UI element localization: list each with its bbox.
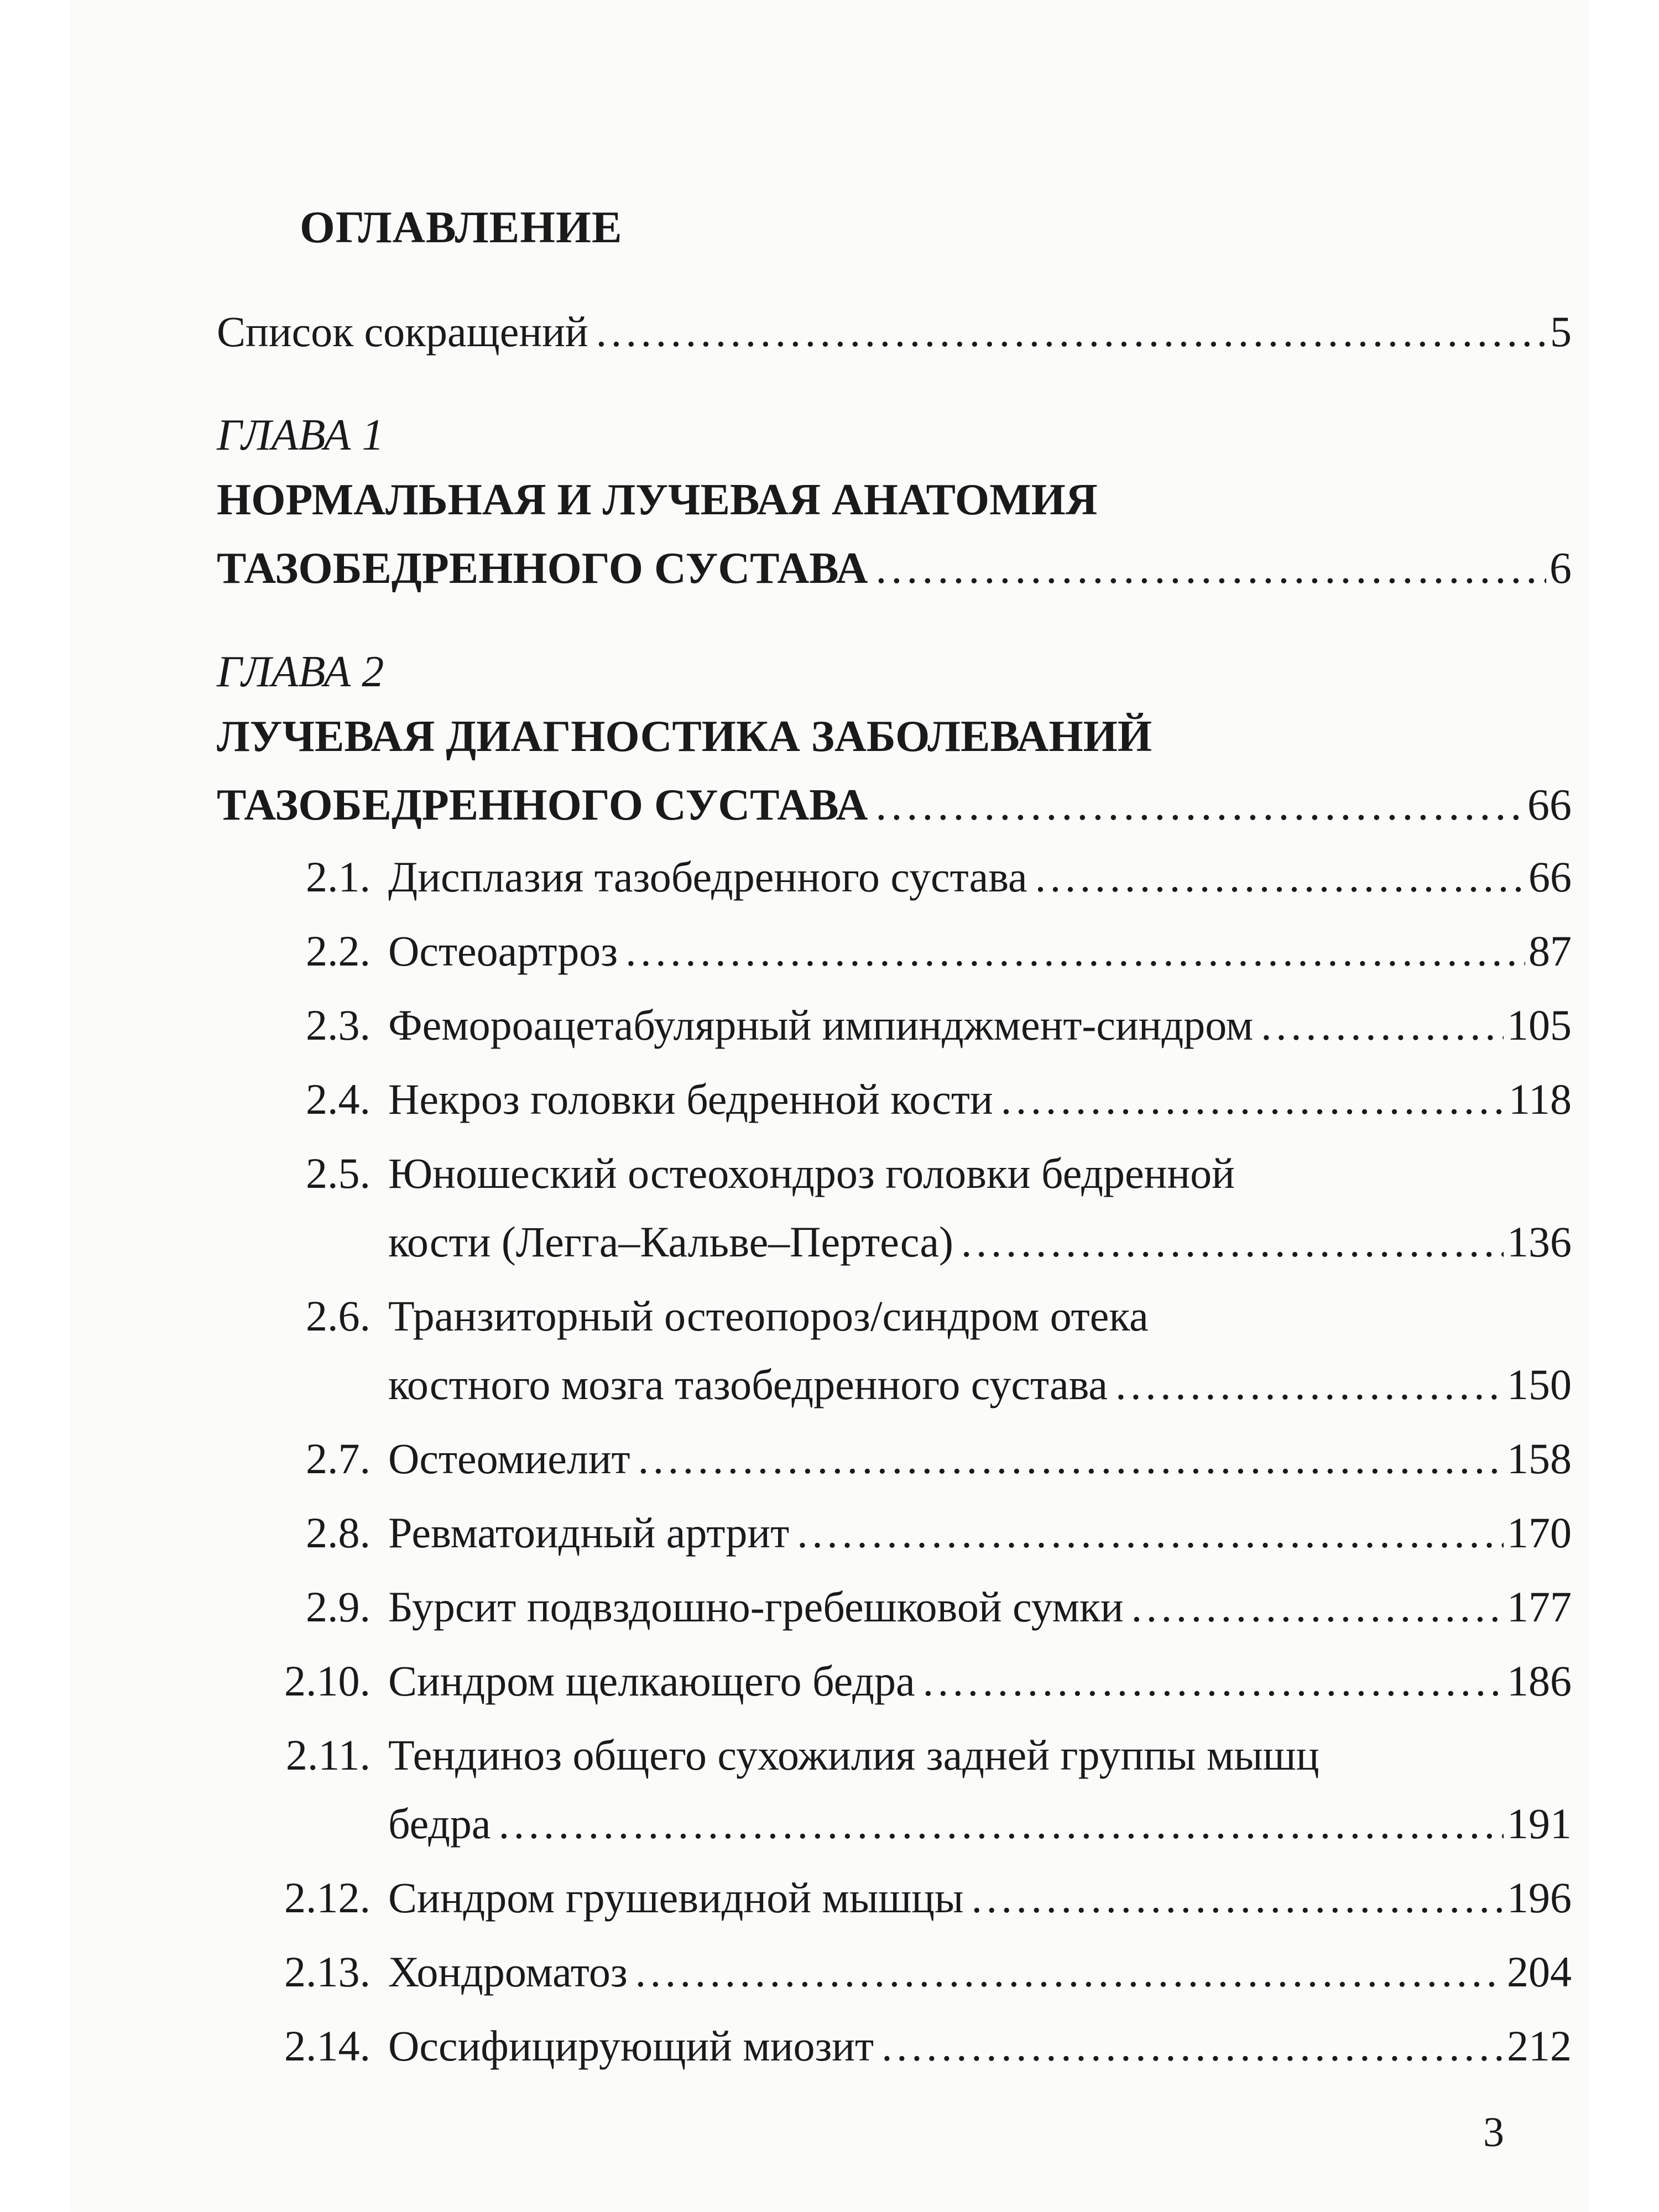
section-page: 186 (1507, 1657, 1572, 1705)
section-page: 136 (1507, 1218, 1572, 1266)
toc-section-entry (217, 1938, 1572, 2006)
section-line (217, 2012, 1572, 2080)
section-title: Синдром грушевидной мышцы (388, 1874, 964, 1922)
chapter-2-label: ГЛАВА 2 (217, 648, 384, 696)
page-number: 3 (1483, 2109, 1504, 2156)
section-line (217, 917, 1572, 985)
section-number: 2.14. (284, 2022, 371, 2070)
toc-section-entry (217, 843, 1572, 911)
dot-leader (961, 1208, 1504, 1276)
toc-section-entry (217, 1499, 1572, 1567)
toc-entry-abbreviations (217, 298, 1572, 366)
section-title-continued: бедра (388, 1799, 491, 1848)
section-line (217, 843, 1572, 911)
section-line (217, 1499, 1572, 1567)
dot-leader (499, 1790, 1504, 1858)
section-number: 2.13. (284, 1948, 371, 1996)
chapter-2-sections (217, 843, 1572, 2080)
entry-title: Список сокращений (217, 307, 588, 356)
section-line (217, 1425, 1572, 1493)
toc-section-entry (217, 1282, 1572, 1419)
section-page: 87 (1528, 927, 1572, 975)
section-page: 177 (1507, 1583, 1572, 1631)
section-title-continued: кости (Легга–Кальве–Пертеса) (388, 1218, 953, 1266)
section-page: 204 (1507, 1948, 1572, 1996)
section-page: 170 (1507, 1509, 1572, 1557)
section-page: 105 (1507, 1001, 1572, 1049)
dot-leader (923, 1647, 1504, 1715)
dot-leader (1001, 1065, 1505, 1134)
entry-page: 6 (1550, 544, 1572, 593)
dot-leader (1261, 991, 1504, 1060)
section-title: Тендиноз общего сухожилия задней группы мышц (388, 1731, 1319, 1779)
toc-section-entry (217, 1425, 1572, 1493)
section-title: Фемороацетабулярный импинджмент-синдром (388, 1001, 1254, 1049)
chapter-2-title-line1: ЛУЧЕВАЯ ДИАГНОСТИКА ЗАБОЛЕВАНИЙ (217, 712, 1152, 761)
section-title: Оссифицирующий миозит (388, 2022, 874, 2070)
toc-section-entry (217, 1139, 1572, 1276)
chapter-1-title-line1: НОРМАЛЬНАЯ И ЛУЧЕВАЯ АНАТОМИЯ (217, 476, 1098, 524)
toc-section-entry (217, 1065, 1572, 1134)
section-line (217, 991, 1572, 1060)
section-title: Бурсит подвздошно-гребешковой сумки (388, 1583, 1124, 1631)
section-title: Хондроматоз (388, 1948, 628, 1996)
dot-leader (881, 2012, 1504, 2080)
section-title: Остеомиелит (388, 1434, 630, 1483)
section-title: Ревматоидный артрит (388, 1509, 790, 1557)
section-title-continued: костного мозга тазобедренного сустава (388, 1360, 1108, 1408)
toc-section-entry (217, 1864, 1572, 1932)
section-number: 2.5. (306, 1149, 371, 1197)
section-line (217, 1647, 1572, 1715)
section-page: 191 (1507, 1799, 1572, 1848)
section-number: 2.4. (306, 1075, 371, 1123)
dot-leader (1131, 1573, 1504, 1641)
section-line (217, 1938, 1572, 2006)
section-page: 196 (1507, 1874, 1572, 1922)
dot-leader (971, 1864, 1504, 1932)
section-number: 2.6. (306, 1292, 371, 1340)
section-number: 2.12. (284, 1874, 371, 1922)
toc-section-entry (217, 1573, 1572, 1641)
section-line-2 (217, 1208, 1572, 1276)
section-number: 2.10. (284, 1657, 371, 1705)
dot-leader (875, 771, 1524, 839)
chapter-1-label: ГЛАВА 1 (217, 411, 384, 460)
section-line-2 (217, 1350, 1572, 1419)
section-number: 2.1. (306, 853, 371, 901)
section-number: 2.3. (306, 1001, 371, 1049)
toc-section-entry (217, 991, 1572, 1060)
section-number: 2.8. (306, 1509, 371, 1557)
section-page: 158 (1507, 1434, 1572, 1483)
section-page: 150 (1507, 1360, 1572, 1408)
dot-leader (638, 1425, 1504, 1493)
book-page (72, 0, 1587, 2212)
dot-leader (797, 1499, 1504, 1567)
dot-leader (1115, 1350, 1504, 1419)
section-line-2 (217, 1790, 1572, 1858)
toc-section-entry (217, 1721, 1572, 1858)
section-number: 2.7. (306, 1434, 371, 1483)
section-title: Дисплазия тазобедренного сустава (388, 853, 1027, 901)
section-line-1 (217, 1139, 1572, 1208)
entry-title: ТАЗОБЕДРЕННОГО СУСТАВА (217, 544, 868, 593)
section-title: Остеоартроз (388, 927, 618, 975)
section-line (217, 1573, 1572, 1641)
section-number: 2.9. (306, 1583, 371, 1631)
entry-page: 5 (1550, 307, 1572, 356)
table-of-contents (217, 202, 1572, 2080)
dot-leader (635, 1938, 1504, 2006)
entry-title: ТАЗОБЕДРЕННОГО СУСТАВА (217, 781, 868, 830)
toc-section-entry (217, 917, 1572, 985)
dot-leader (596, 298, 1547, 366)
toc-section-entry (217, 1647, 1572, 1715)
section-page: 212 (1507, 2022, 1572, 2070)
section-line (217, 1864, 1572, 1932)
chapter-1-title-line2 (217, 534, 1572, 603)
section-line-1 (217, 1721, 1572, 1790)
toc-heading: ОГЛАВЛЕНИЕ (300, 202, 623, 252)
section-title: Некроз головки бедренной кости (388, 1075, 993, 1123)
chapter-2-title-line2 (217, 771, 1572, 839)
section-page: 66 (1528, 853, 1572, 901)
section-title: Синдром щелкающего бедра (388, 1657, 915, 1705)
section-page: 118 (1508, 1075, 1572, 1123)
dot-leader (1035, 843, 1525, 911)
section-title: Транзиторный остеопороз/синдром отека (388, 1292, 1149, 1340)
section-title: Юношеский остеохондроз головки бедренной (388, 1149, 1235, 1197)
entry-page: 66 (1527, 781, 1572, 830)
section-line-1 (217, 1282, 1572, 1350)
section-number: 2.2. (306, 927, 371, 975)
section-line (217, 1065, 1572, 1134)
dot-leader (625, 917, 1525, 985)
section-number: 2.11. (285, 1731, 371, 1779)
dot-leader (875, 534, 1546, 603)
toc-section-entry (217, 2012, 1572, 2080)
